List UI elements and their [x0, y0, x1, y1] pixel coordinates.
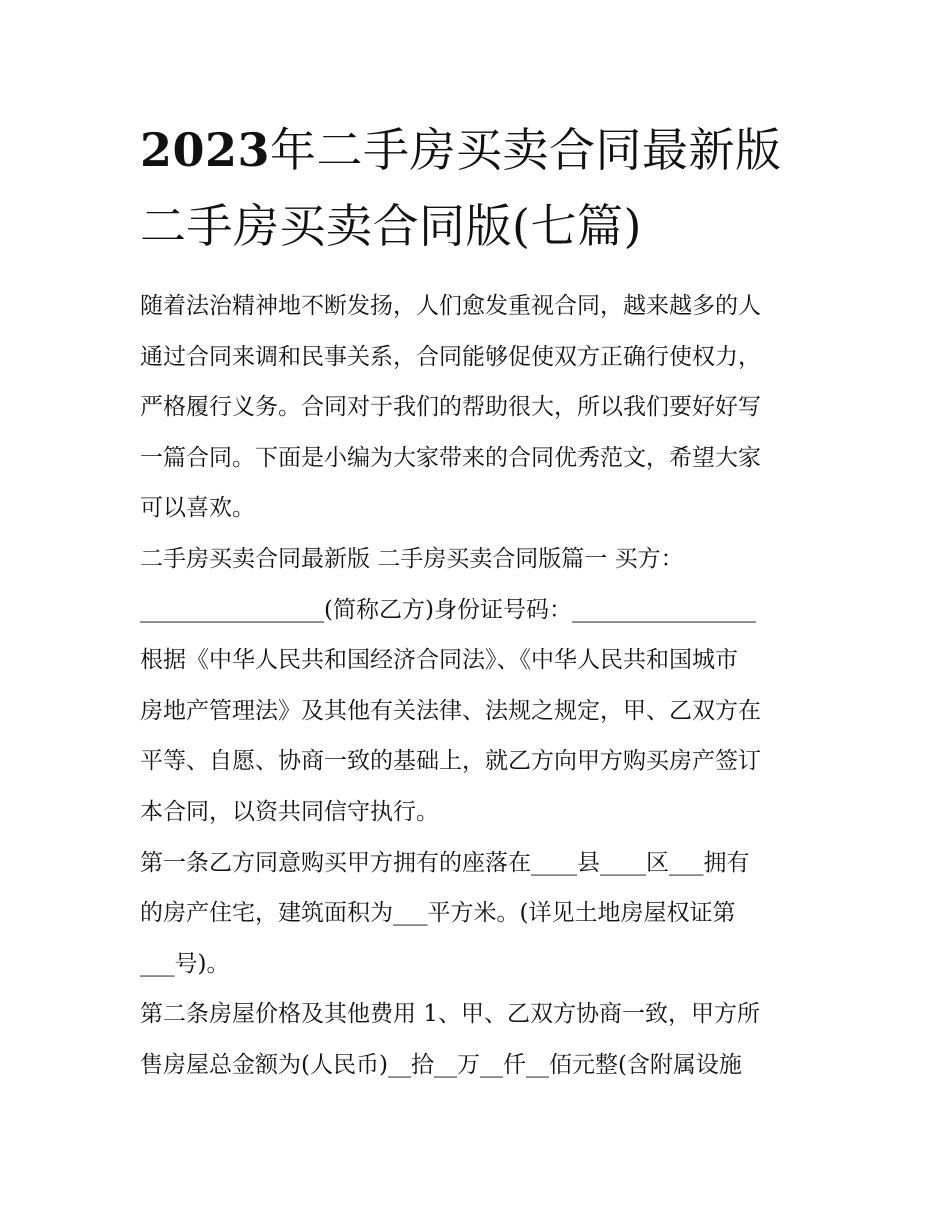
text-line: 根据《中华人民共和国经济合同法》、《中华人民共和国城市 — [140, 647, 738, 674]
text-line: 平等、自愿、协商一致的基础上，就乙方向甲方购买房产签订 — [140, 748, 761, 775]
text-line: 严格履行义务。合同对于我们的帮助很大，所以我们要好好写 — [140, 394, 761, 421]
paragraph-legal-basis — [140, 635, 820, 837]
text-line: 通过合同来调和民事关系，合同能够促使双方正确行使权力， — [140, 343, 761, 370]
text-line: ________________(简称乙方)身份证号码：________________ — [140, 596, 756, 623]
title-line-1 — [140, 112, 830, 188]
paragraph-intro — [140, 281, 820, 534]
text-line: ___号)。 — [140, 950, 230, 977]
text-line: 一篇合同。下面是小编为大家带来的合同优秀范文，希望大家 — [140, 444, 761, 471]
text-line: 的房产住宅，建筑面积为___平方米。(详见土地房屋权证第 — [140, 900, 736, 927]
text-line: 售房屋总金额为(人民币)__拾__万__仟__佰元整(含附属设施 — [140, 1051, 742, 1078]
title-year: 2023 — [140, 123, 271, 177]
text-line: 房地产管理法》及其他有关法律、法规之规定，甲、乙双方在 — [140, 697, 761, 724]
text-line: 第二条房屋价格及其他费用 1、甲、乙双方协商一致，甲方所 — [140, 1001, 760, 1028]
text-line: 本合同，以资共同信守执行。 — [140, 798, 439, 825]
paragraph-article-1 — [140, 838, 820, 990]
paragraph-article-2 — [140, 989, 820, 1090]
text-line: 二手房买卖合同最新版 二手房买卖合同版篇一 买方： — [140, 545, 684, 572]
document-body — [140, 281, 820, 1091]
text-line: 第一条乙方同意购买甲方拥有的座落在____县____区___拥有 — [140, 849, 750, 876]
text-line: 可以喜欢。 — [140, 495, 255, 522]
document-title — [140, 112, 830, 264]
paragraph-buyer — [140, 534, 820, 635]
text-line: 随着法治精神地不断发扬，人们愈发重视合同，越来越多的人 — [140, 293, 761, 319]
title-line-2: 二手房买卖合同版(七篇) — [140, 199, 642, 253]
title-line-1-text: 年二手房买卖合同最新版 — [270, 123, 782, 177]
